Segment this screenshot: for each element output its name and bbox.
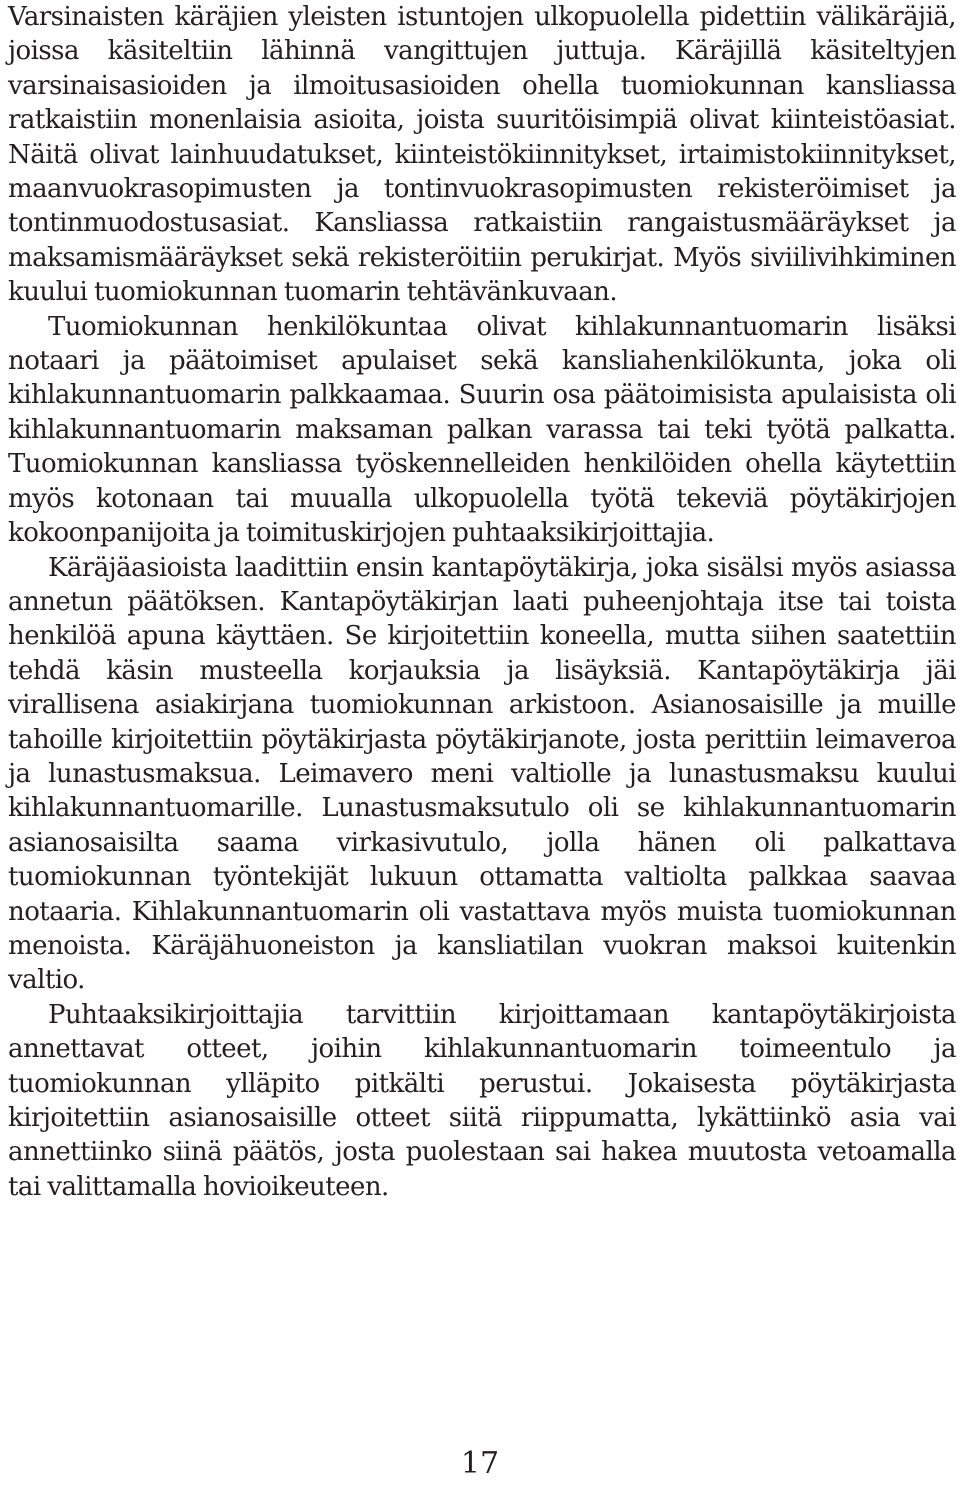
paragraph-4: Puhtaaksikirjoittajia tarvittiin kirjoittamaan kantapöytäkirjoista annettavat otteet, joihin kihlakunnantuomarin toimeentulo ja tuomiokunnan ylläpito pitkälti perustui. Jokaisesta pöytäkirjasta kirjoitettiin asianosaisille otteet siitä riippumatta, lykättiinkö asia vai annettiinko siinä päätös, josta puolestaan sai hakea muutosta vetoamalla tai valittamalla hovioikeuteen. [8, 999, 956, 1202]
document-page [8, 0, 956, 1204]
paragraph-1: Varsinaisten käräjien yleisten istuntojen ulkopuolella pidettiin välikäräjiä, joissa käsiteltiin lähinnä vangittujen juttuja. Käräjillä käsiteltyjen varsinaisasioiden ja ilmoitusasioiden ohella tuomiokunnan kansliassa ratkaistiin monenlaisia asioita, joista suuritöisimpiä olivat kiinteistöasiat. Näitä olivat lainhuudatukset, kiinteistökiinnitykset, irtaimistokiinnitykset, maanvuokrasopimusten ja tontinvuokrasopimusten rekisteröimiset ja tontinmuodostusasiat. Kansliassa ratkaistiin rangaistusmääräykset ja maksamismääräykset sekä rekisteröitiin perukirjat. Myös siviilivihkiminen kuului tuomiokunnan tuomarin tehtävänkuvaan. [8, 2, 956, 308]
paragraph-3: Käräjäasioista laadittiin ensin kantapöytäkirja, joka sisälsi myös asiassa annetun päätöksen. Kantapöytäkirjan laati puheenjohtaja itse tai toista henkilöä apuna käyttäen. Se kirjoitettiin koneella, mutta siihen saatettiin tehdä käsin musteella korjauksia ja lisäyksiä. Kantapöytäkirja jäi virallisena asiakirjana tuomiokunnan arkistoon. Asianosaisille ja muille tahoille kirjoitettiin pöytäkirjasta pöytäkirjanote, josta perittiin leimaveroa ja lunastusmaksua. Leimavero meni valtiolle ja lunastusmaksu kuului kihlakunnantuomarille. Lunastusmaksutulo oli se kihlakunnantuomarin asianosaisilta saama virkasivutulo, jolla hänen oli palkattava tuomiokunnan työntekijät lukuun ottamatta valtiolta palkkaa saavaa notaaria. Kihlakunnantuomarin oli vastattava myös muista tuomiokunnan menoista. Käräjähuoneiston ja kansliatilan vuokran maksoi kuitenkin valtio. [8, 552, 956, 996]
paragraph-2: Tuomiokunnan henkilökuntaa olivat kihlakunnantuomarin lisäksi notaari ja päätoimiset apulaiset sekä kansliahenkilökunta, joka oli kihlakunnantuomarin palkkaamaa. Suurin osa päätoimisista apulaisista oli kihlakunnantuomarin maksaman palkan varassa tai teki työtä palkatta. Tuomiokunnan kansliassa työskennelleiden henkilöiden ohella käytettiin myös kotonaan tai muualla ulkopuolella työtä tekeviä pöytäkirjojen kokoonpanijoita ja toimituskirjojen puhtaaksikirjoittajia. [8, 311, 956, 549]
page-number: 17 [460, 1446, 500, 1481]
